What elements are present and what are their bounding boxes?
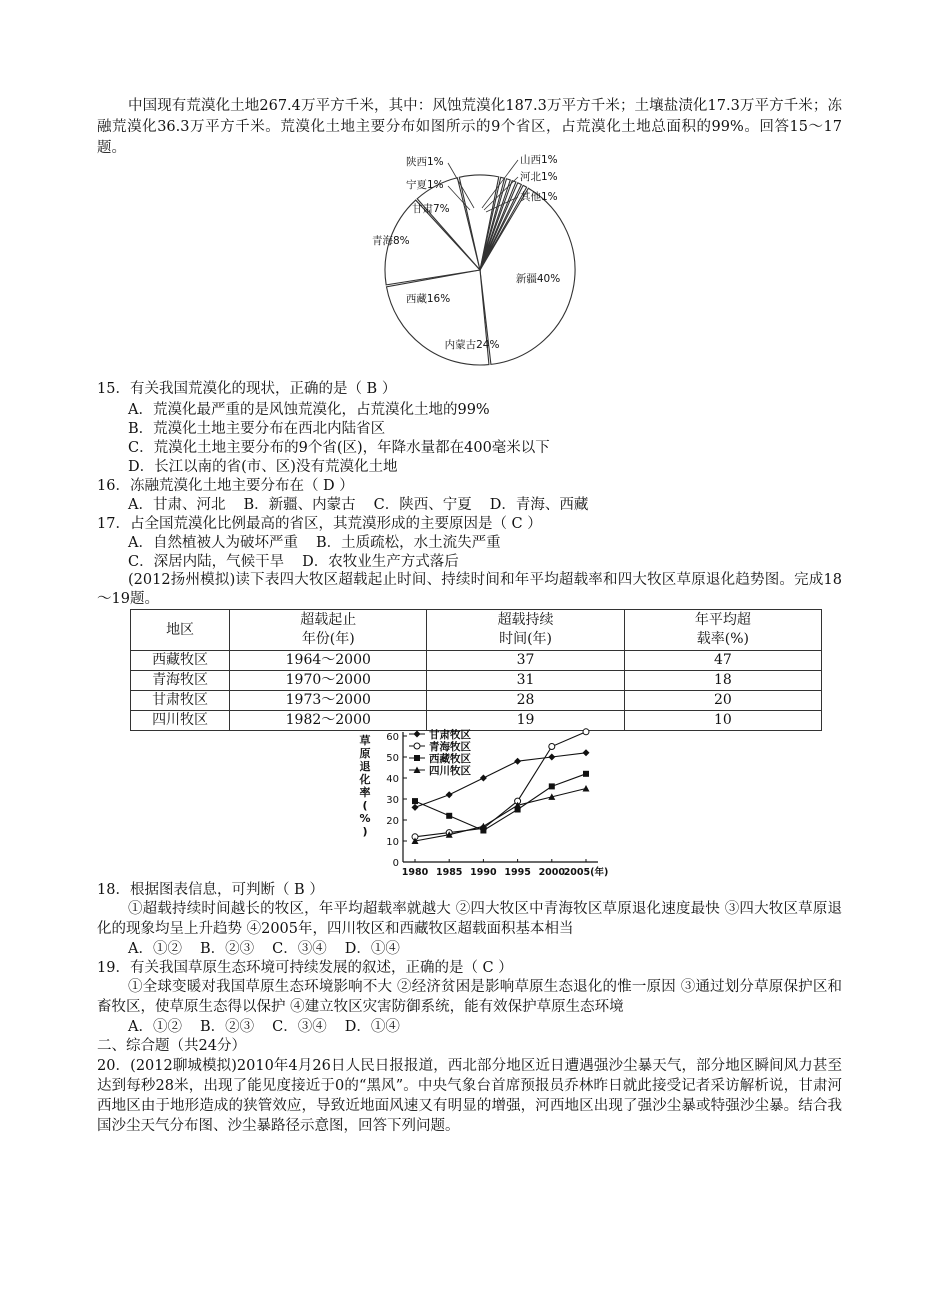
pie-slice-label: 其他1% [520,191,558,203]
pie-slice-label: 青海8% [372,235,410,247]
q19-option-c: C．③④ [272,1019,327,1035]
table-cell: 10 [624,711,821,731]
q17-option-c: C．深居内陆，气候干旱 [128,554,285,570]
grassland-degradation-line-chart [355,726,635,878]
y-tick-label: 50 [386,753,399,764]
data-point [446,813,452,819]
y-axis-label-char: 原 [359,747,371,760]
pie-slice-label: 新疆40% [515,273,561,285]
desertification-pie-chart [360,150,600,370]
table-header-row [131,610,822,651]
q18-option-a: A．①② [128,941,182,957]
table-cell: 1970～2000 [230,671,427,691]
y-axis-label-char: 率 [359,786,371,799]
table-cell: 青海牧区 [131,671,230,691]
legend-label: 四川牧区 [429,765,471,777]
q17-options-row2 [128,552,477,572]
q17-option-a: A．自然植被人为破坏严重 [128,535,298,551]
pasture-overload-table [130,609,822,731]
data-point [412,804,419,811]
pie-slice-label: 陕西1% [406,156,444,168]
data-point [583,749,590,756]
data-point [480,775,487,782]
legend-marker [414,743,420,749]
pie-slice-label: 河北1% [520,171,558,183]
table-cell: 18 [624,671,821,691]
x-tick-label: 1980 [401,867,429,878]
y-tick-label: 10 [386,837,399,848]
q18-option-c: C．③④ [272,941,327,957]
q19-options [128,1017,418,1037]
data-point [549,783,555,789]
section-heading: 二、综合题（共24分） [97,1038,246,1054]
y-axis-label-char: % [359,812,371,825]
y-tick-label: 0 [392,858,399,869]
q19-option-d: D．①④ [344,1019,400,1035]
x-tick-label: 2005(年) [563,867,609,878]
table-row [131,671,822,691]
table-cell: 四川牧区 [131,711,230,731]
table-cell: 37 [427,651,624,671]
q15-option-c: C．荒漠化土地主要分布的9个省(区)，年降水量都在400毫米以下 [128,440,550,456]
data-point [549,744,555,750]
data-point [446,791,453,798]
table-row [131,691,822,711]
pie-slice-label: 甘肃7% [412,203,450,215]
table-cell: 47 [624,651,821,671]
table-cell: 20 [624,691,821,711]
table-header-cell: 超载起止 年份(年) [230,610,427,651]
q20-paragraph: 20．(2012聊城模拟)2010年4月26日人民日报报道，西北部分地区近日遭遇强沙尘暴天气，部分地区瞬间风力甚至达到每秒28米，出现了能见度接近于0的“黑风”。中央气象台首席预报员乔林昨日就此接受记者采访解析说，甘肃河西地区由于地形造成的狭管效应，导致近地面风速又有明显的增强，河西地区出现了强沙尘暴或特强沙尘暴。结合我国沙尘天气分布图、沙尘暴路径示意图，回答下列问题。 [97,1058,842,1134]
q18-intro: (2012扬州模拟)读下表四大牧区超载起止时间、持续时间和年平均超载率和四大牧区草原退化趋势图。完成18～19题。 [97,572,842,607]
table-cell: 1964～2000 [230,651,427,671]
x-tick-label: 1985 [435,867,463,878]
pie-slice-label: 山西1% [520,154,558,166]
table-header-cell: 年平均超 载率(%) [624,610,821,651]
y-axis-label-char: ) [362,825,368,838]
q19-stem: 19．有关我国草原生态环境可持续发展的叙述，正确的是（ C ） [97,960,513,976]
q15-stem: 15．有关我国荒漠化的现状，正确的是（ B ） [97,381,397,397]
y-tick-label: 60 [386,732,399,743]
data-point [548,754,555,761]
q17-option-d: D．农牧业生产方式落后 [302,554,459,570]
q19-option-a: A．①② [128,1019,182,1035]
q17-option-b: B．土质疏松，水土流失严重 [315,535,501,551]
table-cell: 1982～2000 [230,711,427,731]
q18-options [128,939,418,959]
legend-label: 甘肃牧区 [429,729,471,741]
q15-option-b: B．荒漠化土地主要分布在西北内陆省区 [128,421,386,437]
table-cell: 西藏牧区 [131,651,230,671]
data-point [412,798,418,804]
table-cell: 19 [427,711,624,731]
y-axis-label-char: 草 [359,734,371,747]
series-line [415,774,586,831]
q15-option-d: D．长江以南的省(市、区)没有荒漠化土地 [128,459,398,475]
x-tick-label: 1995 [504,867,531,878]
y-axis-label-char: 退 [359,760,371,773]
q18-stem: 18．根据图表信息，可判断（ B ） [97,882,324,898]
y-tick-label: 30 [386,795,399,806]
data-point [583,785,590,792]
q16-option-a: A．甘肃、河北 [128,497,226,513]
q16-options [128,495,606,515]
table-cell: 31 [427,671,624,691]
x-tick-label: 1990 [470,867,497,878]
pie-slice-label: 西藏16% [405,293,451,305]
q19-statements: ①全球变暖对我国草原生态环境影响不大 ②经济贫困是影响草原生态退化的惟一原因 ③通过划分草原保护区和畜牧区，使草原生态得以保护 ④建立牧区灾害防御系统，能有效保护草原生态环境 [97,979,842,1015]
x-tick-label: 2000 [538,867,566,878]
table-header-cell: 地区 [131,610,230,651]
pie-slice-label: 宁夏1% [406,179,444,191]
q17-options-row1 [128,533,519,553]
data-point [583,771,589,777]
y-axis-label-char: ( [362,799,368,812]
q16-option-b: B．新疆、内蒙古 [243,497,356,513]
y-tick-label: 20 [386,816,399,827]
table-header-cell: 超载持续 时间(年) [427,610,624,651]
data-point [583,729,589,735]
y-tick-label: 40 [386,774,399,785]
table-cell: 1973～2000 [230,691,427,711]
q19-option-b: B．②③ [199,1019,255,1035]
legend-marker [414,755,420,761]
pie-slice-label: 内蒙古24% [444,339,500,351]
q15-option-a: A．荒漠化最严重的是风蚀荒漠化，占荒漠化土地的99% [128,402,490,418]
y-axis-label-char: 化 [359,773,371,786]
legend-label: 青海牧区 [429,741,471,753]
legend-marker [414,731,421,738]
q17-stem: 17．占全国荒漠化比例最高的省区，其荒漠形成的主要原因是（ C ） [97,516,542,532]
q16-option-c: C．陕西、宁夏 [373,497,472,513]
q18-option-b: B．②③ [199,941,255,957]
legend-label: 西藏牧区 [429,753,471,765]
intro-paragraph: 中国现有荒漠化土地267.4万平方千米，其中：风蚀荒漠化187.3万平方千米；土壤盐渍化17.3万平方千米；冻融荒漠化36.3万平方千米。荒漠化土地主要分布如图所示的9个省区，占荒漠化土地总面积的99%。回答15～17题。 [97,98,842,156]
q18-option-d: D．①④ [344,941,400,957]
table-row [131,651,822,671]
q16-option-d: D．青海、西藏 [489,497,589,513]
q18-statements: ①超载持续时间越长的牧区，年平均超载率就越大 ②四大牧区中青海牧区草原退化速度最快 ③四大牧区草原退化的现象均呈上升趋势 ④2005年，四川牧区和西藏牧区超载面积基本相当 [97,901,842,937]
table-cell: 甘肃牧区 [131,691,230,711]
table-cell: 28 [427,691,624,711]
data-point [514,758,521,765]
q16-stem: 16．冻融荒漠化土地主要分布在（ D ） [97,478,354,494]
